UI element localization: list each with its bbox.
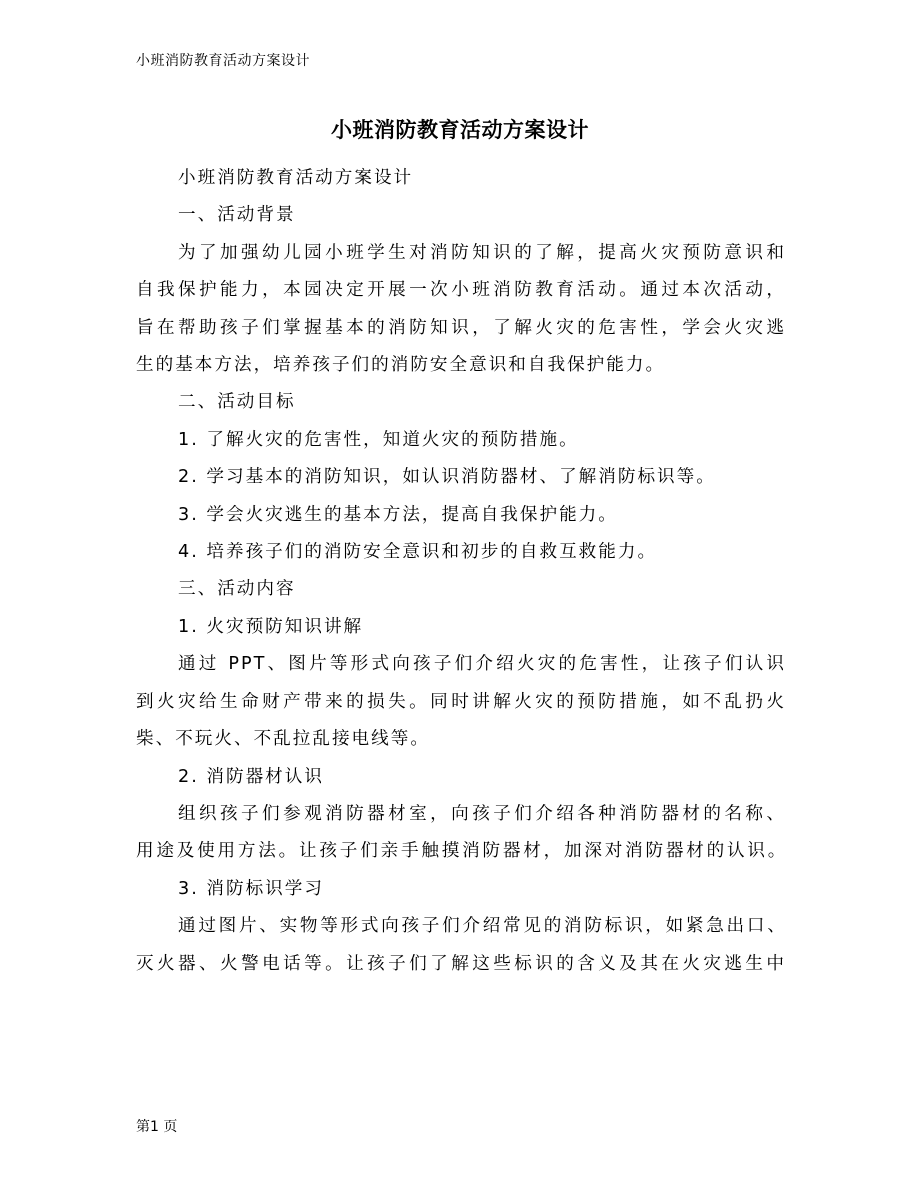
paragraph-line: 柴、不玩火、不乱拉乱接电线等。 bbox=[136, 729, 430, 750]
document-title: 小班消防教育活动方案设计 bbox=[331, 118, 589, 142]
page-number: 第1 页 bbox=[136, 1119, 178, 1135]
paragraph-line: 到火灾给生命财产带来的损失。同时讲解火灾的预防措施，如不乱扔火 bbox=[136, 691, 786, 712]
paragraph-line: 为了加强幼儿园小班学生对消防知识的了解，提高火灾预防意识和 bbox=[178, 242, 786, 263]
paragraph-line: 自我保护能力，本园决定开展一次小班消防教育活动。通过本次活动， bbox=[136, 280, 786, 301]
subtitle-line: 小班消防教育活动方案设计 bbox=[178, 168, 414, 188]
document-body bbox=[136, 160, 786, 983]
paragraph-line: 用途及使用方法。让孩子们亲手触摸消防器材，加深对消防器材的认识。 bbox=[136, 841, 786, 862]
paragraph-line: 旨在帮助孩子们掌握基本的消防知识，了解火灾的危害性，学会火灾逃 bbox=[136, 317, 786, 338]
section-heading-content: 三、活动内容 bbox=[178, 579, 296, 600]
paragraph-line: 组织孩子们参观消防器材室，向孩子们介绍各种消防器材的名称、 bbox=[178, 803, 786, 824]
paragraph-line: 通过图片、实物等形式向孩子们介绍常见的消防标识，如紧急出口、 bbox=[178, 916, 786, 937]
section-heading-goals: 二、活动目标 bbox=[178, 392, 296, 413]
goal-item: 4. 培养孩子们的消防安全意识和初步的自救互救能力。 bbox=[178, 542, 658, 563]
goal-item: 2. 学习基本的消防知识，如认识消防器材、了解消防标识等。 bbox=[178, 467, 716, 488]
goal-item: 3. 学会火灾逃生的基本方法，提高自我保护能力。 bbox=[178, 504, 618, 525]
subsection-heading: 3. 消防标识学习 bbox=[178, 878, 324, 899]
subsection-heading: 2. 消防器材认识 bbox=[178, 766, 324, 787]
section-heading-background: 一、活动背景 bbox=[178, 205, 296, 226]
running-header: 小班消防教育活动方案设计 bbox=[136, 53, 310, 69]
subsection-heading: 1. 火灾预防知识讲解 bbox=[178, 616, 364, 637]
goal-item: 1. 了解火灾的危害性，知道火灾的预防措施。 bbox=[178, 429, 579, 450]
paragraph-line: 通过 PPT、图片等形式向孩子们介绍火灾的危害性，让孩子们认识 bbox=[178, 654, 786, 675]
paragraph-line: 灭火器、火警电话等。让孩子们了解这些标识的含义及其在火灾逃生中 bbox=[136, 953, 786, 974]
paragraph-line: 生的基本方法，培养孩子们的消防安全意识和自我保护能力。 bbox=[136, 355, 666, 376]
